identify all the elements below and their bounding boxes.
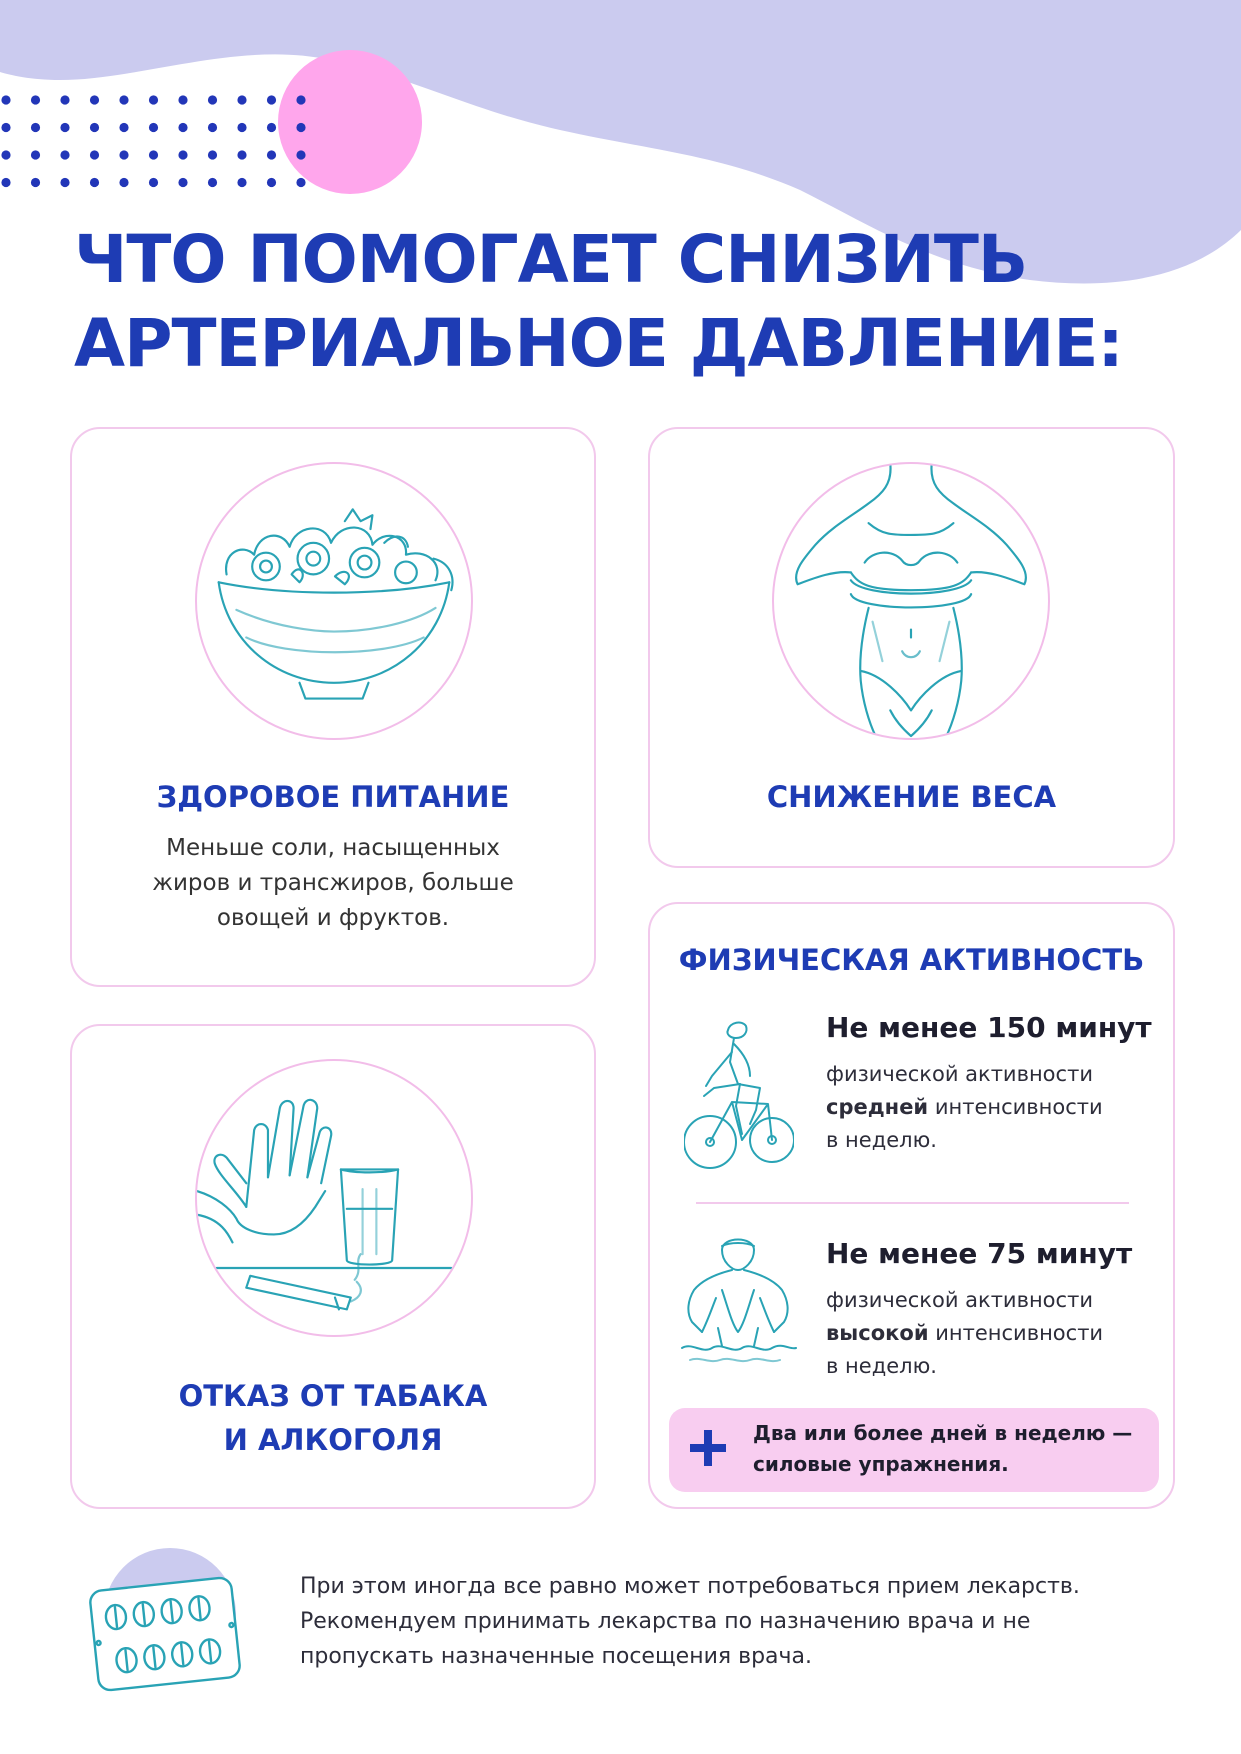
decor-dot <box>60 95 69 104</box>
title-line-1: ЧТО ПОМОГАЕТ СНИЗИТЬ <box>74 221 1028 298</box>
decor-dot <box>31 150 40 159</box>
card-title-quit <box>72 1374 594 1462</box>
footer-line: пропускать назначенные посещения врача. <box>300 1644 813 1669</box>
card-weight-loss <box>648 427 1175 868</box>
decor-dot <box>208 95 217 104</box>
desc-line: в неделю. <box>826 1128 937 1152</box>
decor-dot <box>119 95 128 104</box>
decor-dot <box>178 123 187 132</box>
decor-dot <box>1 95 10 104</box>
pill-blister-icon <box>82 1546 252 1696</box>
decor-dot <box>267 178 276 187</box>
decor-dot <box>60 123 69 132</box>
decor-dot <box>208 150 217 159</box>
card-healthy-nutrition <box>70 427 596 987</box>
intensity-bold: средней <box>826 1095 929 1119</box>
decor-dot <box>267 123 276 132</box>
activity-heading: Не менее 150 минут <box>826 1011 1152 1044</box>
decor-dot <box>178 178 187 187</box>
plus-icon <box>686 1426 730 1470</box>
decor-dot <box>119 123 128 132</box>
decor-dot <box>1 123 10 132</box>
desc-line <box>826 1091 1166 1124</box>
waist-measurement-icon <box>772 462 1050 740</box>
desc-line: жиров и трансжиров, больше <box>152 870 514 896</box>
decor-dot <box>237 123 246 132</box>
desc-line: Меньше соли, насыщенных <box>166 835 500 861</box>
activity-desc <box>826 1058 1166 1157</box>
decor-dot <box>237 95 246 104</box>
dot-grid <box>1 95 305 187</box>
decor-dot <box>149 178 158 187</box>
decor-dot <box>208 123 217 132</box>
decor-dot <box>90 150 99 159</box>
footer-note <box>300 1569 1180 1674</box>
decor-dot <box>90 178 99 187</box>
decor-dot <box>1 178 10 187</box>
cyclist-icon <box>684 1014 794 1184</box>
decor-dot <box>31 95 40 104</box>
decor-dot <box>31 178 40 187</box>
decor-dot <box>60 178 69 187</box>
card-title-weight: СНИЖЕНИЕ ВЕСА <box>766 780 1057 814</box>
card-title-activity: ФИЗИЧЕСКАЯ АКТИВНОСТЬ <box>678 943 1145 977</box>
decor-dot <box>296 95 305 104</box>
decor-dot <box>119 178 128 187</box>
decor-dot <box>31 123 40 132</box>
decor-dot <box>149 123 158 132</box>
salad-bowl-icon <box>195 462 473 740</box>
footer-line: При этом иногда все равно может потребоваться прием лекарств. <box>300 1574 1080 1599</box>
stop-hand-icon <box>195 1059 473 1337</box>
decor-dot <box>60 150 69 159</box>
decor-dot <box>267 150 276 159</box>
card-quit-tobacco-alcohol <box>70 1024 596 1509</box>
divider <box>696 1202 1129 1204</box>
desc-line: физической активности <box>826 1062 1093 1086</box>
decor-dot <box>267 95 276 104</box>
card-title-nutrition: ЗДОРОВОЕ ПИТАНИЕ <box>156 780 510 814</box>
intensity-bold: высокой <box>826 1321 929 1345</box>
swimmer-icon <box>678 1228 798 1378</box>
activity-item-vigorous <box>826 1234 1166 1383</box>
decor-dot <box>90 123 99 132</box>
note-line: силовые упражнения. <box>753 1452 1009 1476</box>
strength-note-text <box>753 1418 1153 1480</box>
note-line: Два или более дней в неделю — <box>753 1421 1133 1445</box>
decor-dot <box>208 178 217 187</box>
activity-desc <box>826 1284 1166 1383</box>
title-line: ОТКАЗ ОТ ТАБАКА <box>178 1379 488 1413</box>
decor-dot <box>178 150 187 159</box>
title-line-2: АРТЕРИАЛЬНОЕ ДАВЛЕНИЕ: <box>74 305 1123 382</box>
decor-dot <box>296 150 305 159</box>
desc-line: в неделю. <box>826 1354 937 1378</box>
activity-heading: Не менее 75 минут <box>826 1237 1133 1270</box>
decor-dot <box>237 150 246 159</box>
decor-dot <box>149 150 158 159</box>
footer-line: Рекомендуем принимать лекарства по назначению врача и не <box>300 1609 1031 1634</box>
desc-rest: интенсивности <box>928 1321 1104 1345</box>
desc-line: физической активности <box>826 1288 1093 1312</box>
decor-dot <box>237 178 246 187</box>
decor-dot <box>296 178 305 187</box>
title-line: И АЛКОГОЛЯ <box>223 1423 443 1457</box>
decor-dot <box>178 95 187 104</box>
desc-rest: интенсивности <box>928 1095 1103 1119</box>
decor-dot <box>149 95 158 104</box>
page-title <box>74 218 1174 386</box>
desc-line: овощей и фруктов. <box>216 905 450 931</box>
decor-dot <box>1 150 10 159</box>
decor-dot <box>90 95 99 104</box>
decor-dot <box>296 123 305 132</box>
decor-dot <box>119 150 128 159</box>
activity-item-moderate <box>826 1008 1166 1157</box>
desc-line <box>826 1317 1166 1350</box>
card-desc-nutrition <box>112 831 554 936</box>
